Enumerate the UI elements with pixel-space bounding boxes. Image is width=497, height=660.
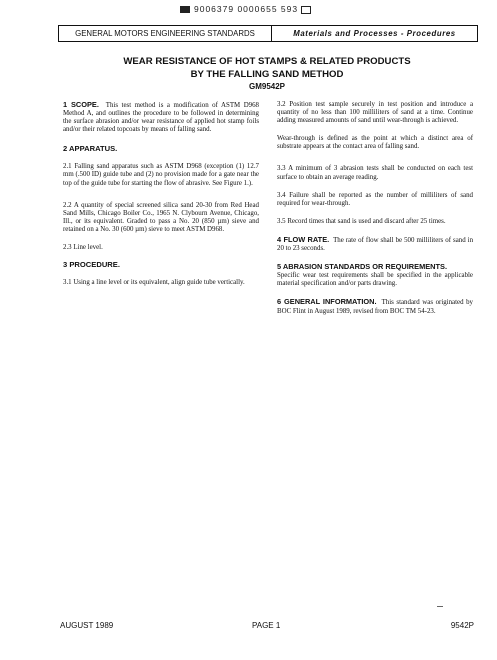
- para-2-2: 2.2 A quantity of special screened silica sand 20-30 from Red Head Sand Mills, Chicago Boiler Co., 1965 N. Clybourn Avenue, Chicago, Ill., or its equivalent. Graded to pass a No. 20 (850 µm) sieve and retained on a No. 30 (600 µm) sieve to meet ASTM D968.: [63, 201, 259, 233]
- standards-header: [58, 25, 478, 42]
- general-info-text: This standard was originated by BOC Flint in August 1989, revised from BOC TM 54-23.: [277, 299, 473, 315]
- para-3-4: 3.4 Failure shall be reported as the number of milliliters of sand required for wear-through.: [277, 191, 473, 207]
- checkbox-icon: [301, 6, 311, 14]
- right-column: [277, 101, 473, 326]
- header-left: GENERAL MOTORS ENGINEERING STANDARDS: [59, 26, 272, 41]
- section-general-info: [277, 298, 473, 315]
- section-abrasion-standards: [277, 263, 473, 288]
- para-3-1: 3.1 Using a line level or its equivalent, align guide tube vertically.: [63, 279, 245, 287]
- abrasion-standards-heading: 5 ABRASION STANDARDS OR REQUIREMENTS.: [277, 262, 447, 272]
- title-line-1: WEAR RESISTANCE OF HOT STAMPS & RELATED PRODUCTS: [123, 56, 411, 67]
- title-line-2: BY THE FALLING SAND METHOD: [190, 68, 344, 80]
- footer-code: 9542P: [450, 621, 474, 630]
- scope-heading: 1 SCOPE.: [63, 100, 99, 109]
- header-right: Materials and Processes - Procedures: [293, 29, 456, 38]
- para-3-5: 3.5 Record times that sand is used and discard after 25 times.: [277, 217, 446, 225]
- para-3-2: 3.2 Position test sample securely in test position and introduce a quantity of no less than 100 milliliters of sand at a time. Continue adding measured amounts of sand until wear-through is achieved.: [277, 101, 473, 125]
- wear-through-definition: Wear-through is defined as the point at which a distinct area of substrate appears at the contact area of falling sand.: [277, 135, 473, 151]
- para-3-3: 3.3 A minimum of 3 abrasion tests shall be conducted on each test surface to obtain an average reading.: [277, 165, 473, 181]
- section-flow-rate: [277, 236, 473, 253]
- para-2-3: 2.3 Line level.: [63, 244, 103, 252]
- flow-rate-text: The rate of flow shall be 500 milliliters of sand in 20 to 23 seconds.: [277, 236, 474, 253]
- abrasion-standards-text: Specific wear test requirements shall be specified in the applicable material specification and/or parts drawing.: [277, 272, 473, 288]
- flow-rate-heading: 4 FLOW RATE.: [277, 234, 330, 244]
- general-info-heading: 6 GENERAL INFORMATION.: [277, 297, 377, 307]
- procedure-heading: 3 PROCEDURE.: [63, 260, 120, 270]
- footer-date: AUGUST 1989: [60, 621, 114, 630]
- scan-stamp: [180, 4, 311, 14]
- scan-number: 9006379 0000655 593: [194, 4, 299, 14]
- page-footer: [60, 621, 474, 630]
- left-column: [63, 101, 259, 297]
- barcode-icon: [180, 6, 190, 13]
- scan-mark: [437, 606, 443, 607]
- footer-page: PAGE 1: [252, 621, 281, 630]
- apparatus-heading: 2 APPARATUS.: [63, 144, 118, 154]
- para-2-1: 2.1 Falling sand apparatus such as ASTM D968 (exception (1) 12.7 mm (.500 ID) guide tube and (2) no provision made for a gate near the top of the guide tube for starting the flow of abrasive. See Figure 1.).: [63, 163, 259, 187]
- standard-code: GM9542P: [248, 82, 286, 91]
- document-title: [58, 56, 476, 94]
- section-scope: [63, 101, 259, 134]
- scope-text: This test method is a modification of ASTM D968 Method A, and outlines the procedure to be followed in determining the surface abrasion and/or wear resistance of applied hot stamp foils and/or their related topcoats by means of falling sand.: [63, 102, 260, 134]
